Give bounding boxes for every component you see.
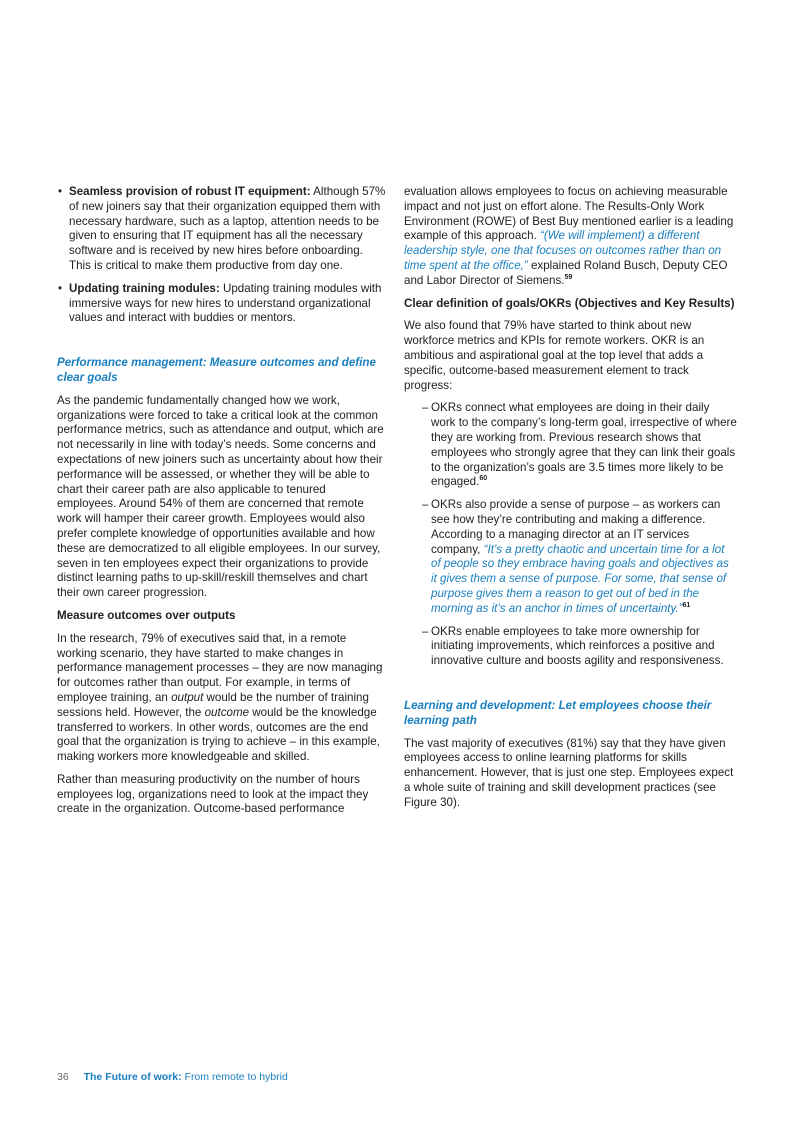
measure-outcomes-heading: Measure outcomes over outputs [57,608,236,622]
measure-outcomes-paragraph: In the research, 79% of executives said that, in a remote working scenario, they have started to make changes in performance management processes – they are now managing for outcomes rather than output. For example, in terms of employee training, an output would be the number of training sessions held. However, the outcome would be the knowledge transferred to workers. In other words, outcomes are the end goal that the organization is trying to achieve – in this example, making workers more knowledgeable and skilled. [57,631,383,764]
right-column [404,185,737,818]
bullet-icon: • [58,185,63,198]
performance-heading: Performance management: Measure outcomes and define clear goals [57,356,376,384]
impact-paragraph: Rather than measuring productivity on the number of hours employees log, organizations need to look at the impact they create in the organization. Outcome-based performance [57,772,369,816]
okr-paragraph: We also found that 79% have started to think about new workforce metrics and KPIs for remote workers. OKR is an ambitious and aspirational goal at the top level that adds a specific, outcome-based measurement element to track progress: [404,319,705,392]
okr-point-purpose: – OKRs also provide a sense of purpose – as workers can see how they’re contributing and making a difference. According to a managing director at an IT services company, “It’s a pretty chaotic and uncertain time for a lot of people so they embrace having goals and objectives as it gives them a sense of purpose. For some, that sense of purpose gives them a reason to get out of bed in the morning as it’s an anchor in times of uncertainty.”$^{61}$ [422,498,729,615]
page-number: 36 [57,1071,69,1083]
learning-paragraph: The vast majority of executives (81%) say that they have given employees access to online learning platforms for skills enhancement. However, that is just one step. Employees expect a whole suite of training and skill development practices (see Figure 30). [404,736,734,809]
okr-point-goals: – OKRs connect what employees are doing in their daily work to the company’s long-term goal, irrespective of where they are working from. Previous research shows that employees who strongly agree that they can link their goals to the organization’s goals are 3.5 times more likely to be engaged.$^{60}$ [422,401,737,489]
bullet-training-modules [57,282,387,326]
report-subtitle: From remote to hybrid [181,1071,288,1083]
bullet-it-equipment [57,185,387,274]
left-column [57,185,387,825]
bullet-text: Although 57% of new joiners say that their organization equipped them with necessary hardware, such as a laptop, attention needs to be given to ensuring that IT equipment has all the necessary software and is received by new hires before onboarding. This is critical to make them productive from day one. [69,185,386,272]
learning-heading: Learning and development: Let employees choose their learning path [404,698,712,727]
okr-point-ownership: – OKRs enable employees to take more ownership for initiating improvements, which reinforces a positive and innovative culture and boosts agility and responsiveness. [422,624,724,668]
siemens-quote: “(We will implement) a different leadership style, one that focuses on outcomes rather than on time spent at the office,” [404,229,722,272]
dash-icon: – [422,498,429,512]
footnote-ref: 61 [682,601,691,609]
evaluation-paragraph: evaluation allows employees to focus on achieving measurable impact and not just on effort alone. The Results-Only Work Environment (ROWE) of Best Buy mentioned earlier is a leading example of this approach. “(We will implement) a different leadership style, one that focuses on outcomes rather than on time spent at the office,” explained Roland Busch, Deputy CEO and Labor Director of Siemens.$^{59}$ [404,185,734,287]
report-title: The Future of work: [83,1071,182,1083]
performance-paragraph: As the pandemic fundamentally changed how we work, organizations were forced to take a critical look at the common performance metrics, such as attendance and output, which are not necessarily in line with today’s needs. Some concerns and expectations of new joiners such as uncertainty about how their performance will be assessed, or whether they will be able to chart their career path are also applicable to tenured employees. Around 54% of them are concerned that remote work will hamper their career growth. Employees would also prefer complete knowledge of opportunities available and how these are democratized to all eligible employees. In our survey, seven in ten employees expect their organizations to provide distinct learning paths to up-skill/reskill themselves and chart their own career progression. [57,393,384,600]
dash-icon: – [422,624,429,638]
footnote-ref: 60 [479,475,488,483]
okr-heading: Clear definition of goals/OKRs (Objectives and Key Results) [404,296,735,310]
page-footer [57,1071,288,1083]
footnote-ref: 59 [564,273,573,281]
bullet-icon: • [58,281,63,295]
dash-icon: – [422,401,429,415]
bullet-lead: Seamless provision of robust IT equipment: [69,185,311,198]
bullet-lead: Updating training modules: [69,281,220,295]
managing-director-quote: “It’s a pretty chaotic and uncertain time for a lot of people so they embrace having goals and objectives as it gives them a sense of purpose. For some, that sense of purpose gives them a reason to get out of bed in the morning as it’s an anchor in times of uncertainty.” [431,542,729,615]
bullet-text: Updating training modules with immersive ways for new hires to understand organizational values and interact with buddies or mentors. [69,281,382,325]
